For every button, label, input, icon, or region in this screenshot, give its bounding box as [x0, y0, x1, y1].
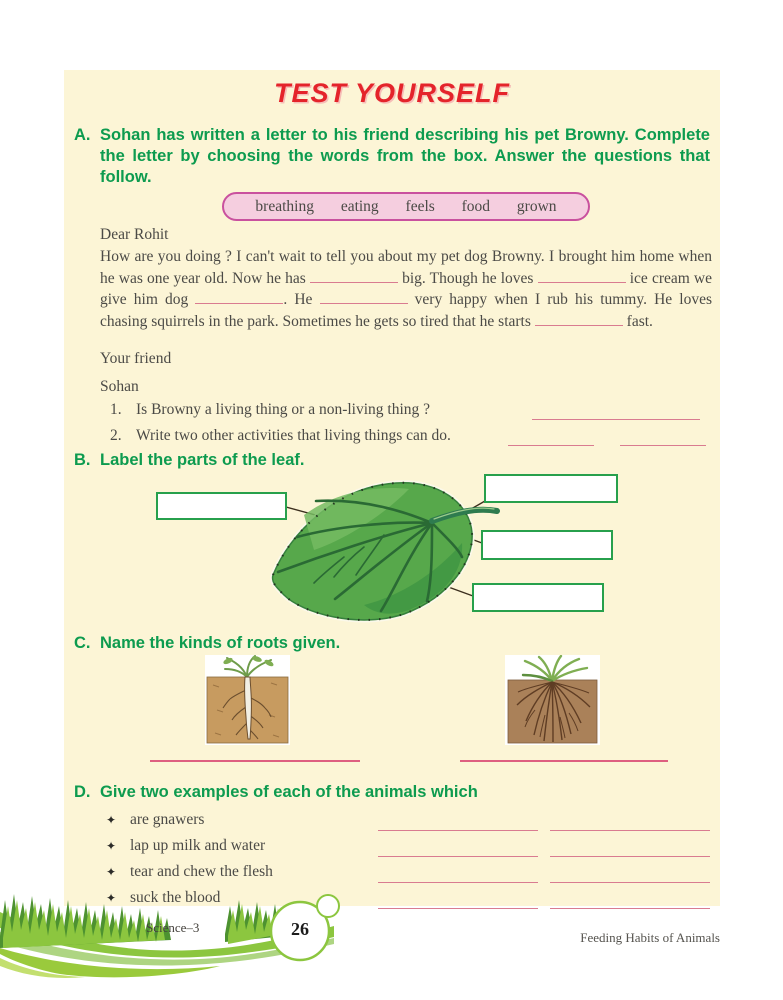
fill-in-blank — [538, 269, 626, 283]
section-b-heading-text: Label the parts of the leaf. — [100, 451, 305, 469]
leaf-diagram — [64, 455, 724, 630]
book-name: Science–3 — [146, 920, 200, 935]
letter-closing: Your friend — [100, 350, 172, 367]
answer-blank — [378, 841, 538, 857]
section-d-heading-text: Give two examples of each of the animals which — [100, 783, 478, 801]
answer-blank — [620, 431, 706, 446]
leaf-label-box-3 — [482, 531, 612, 559]
taproot-illustration — [205, 655, 290, 745]
animal-example-label: lap up milk and water — [130, 837, 266, 854]
diamond-bullet-icon: ✦ — [106, 865, 117, 879]
answer-blank — [378, 867, 538, 883]
answer-blank — [378, 893, 538, 909]
fill-in-blank — [310, 269, 398, 283]
fill-in-blank — [320, 290, 408, 304]
section-a-heading-text: Sohan has written a letter to his friend describing his pet Browny. Complete the letter by choosing the words from the box. Answer the questions that follow. — [100, 126, 710, 186]
animal-example-row — [64, 805, 720, 831]
section-b-label: B. — [74, 451, 91, 469]
answer-blank — [550, 815, 710, 831]
animal-example-row — [64, 857, 720, 883]
animal-example-label: are gnawers — [130, 811, 205, 828]
chapter-name: Feeding Habits of Animals — [580, 930, 720, 945]
question-number: 2. — [110, 427, 122, 444]
question-row — [110, 400, 710, 420]
answer-blank — [378, 815, 538, 831]
letter-signature: Sohan — [100, 378, 139, 395]
answer-blank — [532, 405, 700, 420]
fill-in-blank — [195, 290, 283, 304]
leaf-label-box-1 — [157, 493, 286, 519]
word-box-word: food — [461, 197, 491, 215]
section-a-heading — [74, 125, 710, 188]
root-answer-line-1 — [150, 760, 360, 762]
diamond-bullet-icon: ✦ — [106, 839, 117, 853]
section-a-label: A. — [74, 126, 91, 144]
answer-blank — [508, 431, 594, 446]
root-answer-line-2 — [460, 760, 668, 762]
worksheet-page — [64, 70, 720, 906]
letter-salutation: Dear Rohit — [100, 226, 169, 243]
fibrous-root-illustration — [505, 655, 600, 745]
word-box-word: grown — [516, 197, 557, 215]
word-box-word: feels — [405, 197, 435, 215]
word-box-word: breathing — [255, 197, 314, 215]
question-text: Write two other activities that living things can do. — [136, 427, 451, 444]
animal-example-label: suck the blood — [130, 889, 221, 906]
animal-example-label: tear and chew the flesh — [130, 863, 273, 880]
section-d-heading — [74, 782, 710, 803]
animal-example-row — [64, 831, 720, 857]
page-number: 26 — [291, 919, 309, 939]
fill-in-blank — [535, 312, 623, 326]
word-box — [222, 192, 590, 221]
section-d-label: D. — [74, 783, 91, 801]
section-c-heading — [74, 633, 710, 654]
diamond-bullet-icon: ✦ — [106, 813, 117, 827]
page-title: TEST YOURSELF — [273, 78, 511, 108]
diamond-bullet-icon: ✦ — [106, 891, 117, 905]
leaf-illustration — [273, 483, 497, 620]
answer-blank — [550, 841, 710, 857]
word-box-word: eating — [340, 197, 379, 215]
question-text: Is Browny a living thing or a non-living thing ? — [136, 401, 431, 418]
section-c-heading-text: Name the kinds of roots given. — [100, 634, 341, 652]
question-number: 1. — [110, 401, 122, 418]
grass-blades — [0, 894, 286, 948]
answer-blank — [550, 893, 710, 909]
question-row — [110, 426, 710, 446]
section-c-label: C. — [74, 634, 91, 652]
answer-blank — [550, 867, 710, 883]
leaf-label-box-2 — [485, 475, 617, 502]
question-list — [110, 400, 710, 452]
letter-body: How are you doing ? I can't wait to tell you about my pet dog Browny. I brought him home when he was one year old. Now he has big. Though he loves ice cream we give him dog . He very happy when I rub his tummy. He loves chasing squirrels in the park. Sometimes he gets so tired that he starts fast. — [100, 248, 713, 330]
leaf-label-box-4 — [473, 584, 603, 611]
